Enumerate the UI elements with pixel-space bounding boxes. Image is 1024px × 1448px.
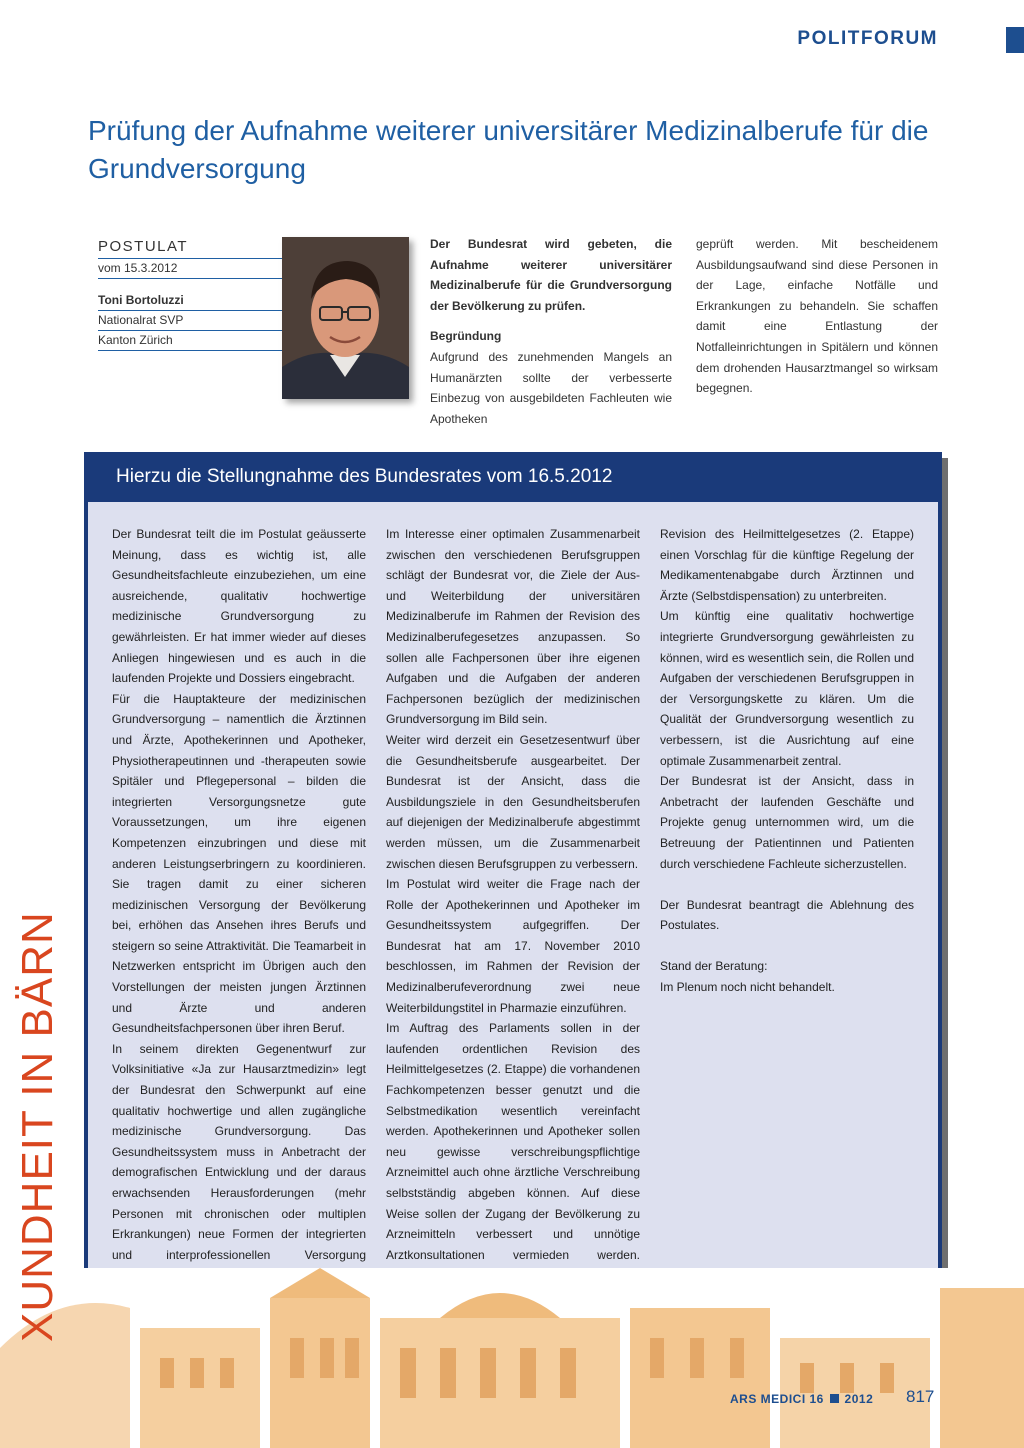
- author-canton: Kanton Zürich: [98, 331, 284, 351]
- page-number: 817: [906, 1387, 935, 1406]
- status-label: Stand der Beratung:: [660, 959, 768, 974]
- statement-col2: [386, 524, 640, 1327]
- paragraph: Im Interesse einer optimalen Zusammenarbeit zwischen den verschiedenen Berufsgruppen schlägt der Bundesrat vor, die Ziele der Aus- und Weiterbildung der universitären Medizinalberufe im Rahmen der Revision des Medizinalberufegesetzes anzupassen. So sollen alle Fachpersonen über ihre eigenen Aufgaben und die Aufgaben der anderen Fachpersonen bezüglich der medizinischen Grundversorgung im Bild sein.: [386, 527, 640, 727]
- section-label: POLITFORUM: [797, 28, 938, 49]
- postulat-type: POSTULAT: [98, 236, 284, 259]
- statement-col1: [112, 524, 366, 1327]
- reason-text-2: geprüft werden. Mit bescheidenem Ausbildungsaufwand sind diese Personen in der Lage, einfache Notfälle und Erkrankungen zu behandeln. Sie schaffen damit eine Entlastung der Notfalleinrichtungen in Spitälern und können dem drohenden Hausarztmangel so wirksam begegnen.: [696, 237, 938, 396]
- article-title: Prüfung der Aufnahme weiterer universitärer Medizinalberufe für die Grundversorgung: [88, 115, 929, 184]
- author-portrait: [282, 237, 409, 399]
- publication-info: [730, 1392, 873, 1406]
- paragraph: Für die Hauptakteure der medizinischen Grundversorgung – namentlich die Ärztinnen und Ärzte, Apothekerinnen und Apotheker, Physiotherapeutinnen und -therapeuten sowie Spitäler und Pflegepersonal – bilden die integrierten Versorgungsnetze gute Voraussetzungen, um ihre eigenen Kompetenzen einzubringen und diese mit anderen Leistungserbringern zu koordinieren. Sie tragen damit zu einer sicheren medizinischen Versorgung der Bevölkerung bei, erhöhen das Ansehen ihres Berufs und steigern so seine Attraktivität. Die Teamarbeit in Netzwerken entspricht im Übrigen auch den Vorstellungen der meisten jungen Ärztinnen und Ärzte und anderen Gesundheitsfachpersonen über ihren Beruf.: [112, 691, 366, 1036]
- paragraph: Weiter wird derzeit ein Gesetzesentwurf über die Gesundheitsberufe ausgearbeitet. Der Bundesrat ist der Ansicht, dass die Ausbildungsziele in den Gesundheitsberufen auf diejenigen der Medizinalberufe abgestimmt werden müssen, um die Zusammenarbeit zwischen diesen Berufsgruppen zu verbessern.: [386, 732, 640, 871]
- reason-text-1: Aufgrund des zunehmenden Mangels an Humanärzten sollte der verbesserte Einbezug von ausgebildeten Fachleuten wie Apotheken: [430, 349, 672, 426]
- reason-heading: Begründung: [430, 329, 502, 344]
- postulat-request: Der Bundesrat wird gebeten, die Aufnahme weiterer universitärer Medizinalberufe für die Grundversorgung der Bevölkerung zu prüfen.: [430, 237, 672, 313]
- paragraph: Im Auftrag des Parlaments sollen in der laufenden ordentlichen Revision des Heilmittelgesetzes (2. Etappe) die vorhandenen Fachkompetenzen besser genutzt und die Selbstmedikation wesentlich vereinfacht werden. Apothekerinnen und Apotheker sollen neu gewisse verschreibungspflichtige Arzneimittel auch ohne ärztliche Verschreibung selbstständig abgeben können. Auf diese Weise sollen der Zugang der Bevölkerung zu Arzneimitteln verbessert und unnötige Arztkonsultationen vermieden werden.: [386, 1021, 640, 1262]
- paragraph: Im Postulat wird weiter die Frage nach der Rolle der Apothekerinnen und Apotheker im Gesundheitssystem aufgegriffen. Der Bundesrat hat am 17. November 2010 beschlossen, im Rahmen der Revision der Medizinalberufeverordnung zwei neue Weiterbildungstitel in Pharmazie einzuführen.: [386, 877, 640, 1015]
- building-illustration: [0, 1268, 1024, 1448]
- postulat-date: vom 15.3.2012: [98, 259, 284, 279]
- statement-header: [88, 456, 938, 502]
- statement-col3: [660, 524, 914, 998]
- paragraph: Der Bundesrat teilt die im Postulat geäusserte Meinung, dass es wichtig ist, alle Gesundheitsfachleute einzubeziehen, um eine ausreichende, qualitativ hochwertige medizinische Grundversorgung zu gewährleisten. Er hat immer wieder auf dieses Anliegen hingewiesen und es auch in die laufenden Projekte und Dossiers eingebracht.: [112, 527, 366, 686]
- paragraph: Der Bundesrat ist der Ansicht, dass in Anbetracht der laufenden Geschäfte und Projekte genug unternommen wird, um die Betreuung der Patientinnen und Patienten durch verschiedene Fachleute sicherzustellen.: [660, 774, 914, 871]
- side-title: XUNDHEIT IN BÄRN: [13, 911, 62, 1342]
- postulat-meta: [98, 236, 284, 351]
- publication-year: 2012: [844, 1392, 874, 1406]
- author-role: Nationalrat SVP: [98, 311, 284, 331]
- statement-heading: Hierzu die Stellungnahme des Bundesrates vom 16.5.2012: [116, 466, 613, 487]
- statement-panel: [84, 452, 942, 1274]
- author-name: Toni Bortoluzzi: [98, 291, 284, 311]
- section-marker: [1006, 27, 1024, 53]
- separator-square: [830, 1394, 839, 1403]
- status-value: Im Plenum noch nicht behandelt.: [660, 980, 835, 995]
- paragraph: In seinem direkten Gegenentwurf zur Volksinitiative «Ja zur Hausarztmedizin» legt der Bundesrat den Schwerpunkt auf eine qualitativ hochwertige und allen zugängliche medizinische Grundversorgung. Das Gesundheitssystem muss in Anbetracht der demografischen Entwicklung und der daraus erwachsenden Herausforderungen (mehr Personen mit chronischen oder multiplen Erkrankungen) neue Formen der integrierten und interprofessionellen Versorgung: [112, 1041, 366, 1262]
- paragraph: Revision des Heilmittelgesetzes (2. Etappe) einen Vorschlag für die künftige Regelung der Medikamentenabgabe durch Ärztinnen und Ärzte (Selbstdispensation) zu unterbreiten.: [660, 527, 914, 603]
- proposal-text: Der Bundesrat beantragt die Ablehnung des Postulates.: [660, 897, 914, 933]
- paragraph: Um künftig eine qualitativ hochwertige integrierte Grundversorgung gewährleisten zu können, wird es wesentlich sein, die Rollen und Aufgaben der verschiedenen Berufsgruppen in der Versorgungskette zu klären. Um die Qualität der Grundversorgung wesentlich zu verbessern, ist die Ausrichtung auf eine optimale Zusammenarbeit zentral.: [660, 609, 914, 768]
- postulat-text-col1: [430, 234, 672, 429]
- postulat-text-col2: [696, 234, 938, 399]
- publication-name: ARS MEDICI 16: [730, 1392, 824, 1406]
